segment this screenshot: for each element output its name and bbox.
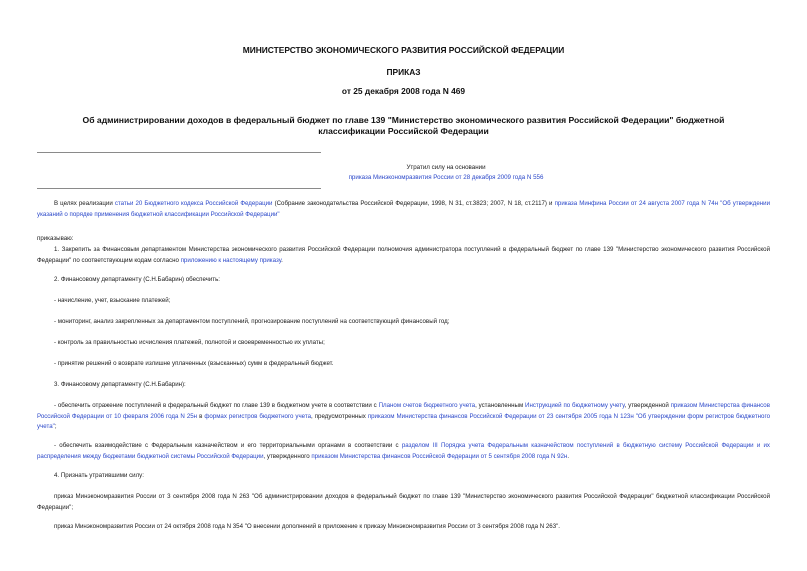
item-3b-text-2: , утвержденного [263, 452, 312, 460]
accounting-instruction-link[interactable]: Инструкцией по бюджетному учету [525, 402, 625, 409]
document-title [60, 115, 747, 137]
item-1-paragraph [37, 245, 770, 266]
item-3-heading: 3. Финансовому департаменту (С.Н.Бабарин): [54, 381, 186, 388]
item-2-bullet-2: - мониторинг, анализ закрепленных за департаментом поступлений, прогнозирование поступлений на соответствующий финансовый год; [54, 318, 450, 325]
item-1-text-2: . [281, 256, 283, 264]
item-3a-text-3: , утвержденной [624, 402, 671, 409]
document-date-number: от 25 декабря 2008 года N 469 [341, 86, 466, 96]
minfin-order-74n-link[interactable]: приказа Минфина России от 24 августа 2007 года N 74н "Об утверждении указаний о порядке применения бюджетной классификации Российской Федерации" [37, 200, 771, 218]
item-3a-text-5: , предусмотренных [311, 412, 368, 420]
document-type: ПРИКАЗ [386, 67, 421, 77]
divider-top [37, 152, 321, 153]
minfin-order-25n-link[interactable]: приказом Министерства финансов Российской Федерации от 10 февраля 2006 года N 25н [37, 402, 770, 420]
item-3b-text-1: - обеспечить взаимодействие с Федеральным казначейством и его территориальными органами в соответствии с [54, 442, 402, 449]
item-2-bullet-4: - принятие решений о возврате излишне уплаченных (взысканных) сумм в федеральный бюджет. [54, 360, 334, 367]
minfin-order-123n-link[interactable]: приказом Министерства финансов Российской Федерации от 23 сентября 2005 года N 123н "Об утверждении форм регистров бюджетного учета" [37, 412, 770, 431]
item-3a-text-4: в [197, 412, 205, 420]
item-1-text-1: 1. Закрепить за Финансовым департаментом Министерства экономического развития Российской Федерации полномочия администратора поступлений в федеральный бюджет по главе 139 "Министерство экономического развития Российской Федерации" по соответствующим кодам согласно [37, 246, 770, 264]
order-word: приказываю: [37, 235, 74, 242]
lost-force-text: Утратил силу на основании [406, 164, 486, 171]
item-3a-text-1: - обеспечить отражение поступлений в федеральный бюджет по главе 139 в бюджетном учете в соответствии с [54, 402, 379, 409]
item-2-bullet-3: - контроль за правильностью исчисления платежей, полнотой и своевременностью их уплаты; [54, 339, 325, 346]
intro-paragraph [37, 199, 770, 220]
intro-text-1: В целях реализации [54, 200, 115, 207]
item-3a-text-6: ; [54, 423, 57, 431]
item-3a-text-2: , установленным [475, 402, 526, 409]
item-3-bullet-1 [37, 401, 770, 433]
item-3-bullet-2 [37, 441, 770, 462]
ministry-name: МИНИСТЕРСТВО ЭКОНОМИЧЕСКОГО РАЗВИТИЯ РОССИЙСКОЙ ФЕДЕРАЦИИ [242, 45, 565, 55]
repealed-order-354: приказ Минэкономразвития России от 24 октября 2008 года N 354 "О внесении дополнений в приложение к приказу Минэкономразвития России от 3 сентября 2008 года N 263". [54, 523, 560, 530]
minfin-order-92n-link[interactable]: приказом Министерства финансов Российской Федерации от 5 сентября 2008 года N 92н [311, 452, 568, 460]
divider-bottom [37, 188, 321, 189]
title-line-2: классификации Российской Федерации [318, 126, 489, 136]
treasury-procedure-section-3-link[interactable]: разделом III Порядка учета Федеральным казначейством поступлений в бюджетную систему Российской Федерации и их распределения между бюджетами бюджетной системы Российской Федерации [37, 442, 770, 460]
title-line-1: Об администрировании доходов в федеральный бюджет по главе 139 "Министерство экономического развития Российской Федерации" бюджетной [82, 115, 725, 125]
item-2-bullet-1: - начисление, учет, взыскание платежей; [54, 297, 171, 304]
lost-force-link[interactable]: приказа Минэкономразвития России от 28 декабря 2009 года N 556 [348, 174, 544, 181]
accounts-plan-link[interactable]: Планом счетов бюджетного учета [378, 402, 476, 409]
item-3b-text-3: . [567, 452, 570, 460]
intro-text-2: (Собрание законодательства Российской Федерации, 1998, N 31, ст.3823; 2007, N 18, ст.2117) и [272, 200, 555, 207]
appendix-link[interactable]: приложению к настоящему приказу [180, 256, 282, 264]
budget-code-article-20-link[interactable]: статьи 20 Бюджетного кодекса Российской Федерации [114, 200, 273, 207]
repealed-order-263: приказ Минэкономразвития России от 3 сентября 2008 года N 263 "Об администрировании доходов в федеральный бюджет по главе 139 "Министерство экономического развития Российской Федерации" бюджетной классификации Российской Федерации"; [37, 493, 770, 511]
lost-force-note [321, 163, 571, 183]
item-4-heading: 4. Признать утратившими силу: [54, 472, 144, 479]
item-2-heading: 2. Финансовому департаменту (С.Н.Бабарин) обеспечить: [54, 276, 220, 283]
register-forms-link[interactable]: формах регистров бюджетного учета [204, 412, 312, 420]
